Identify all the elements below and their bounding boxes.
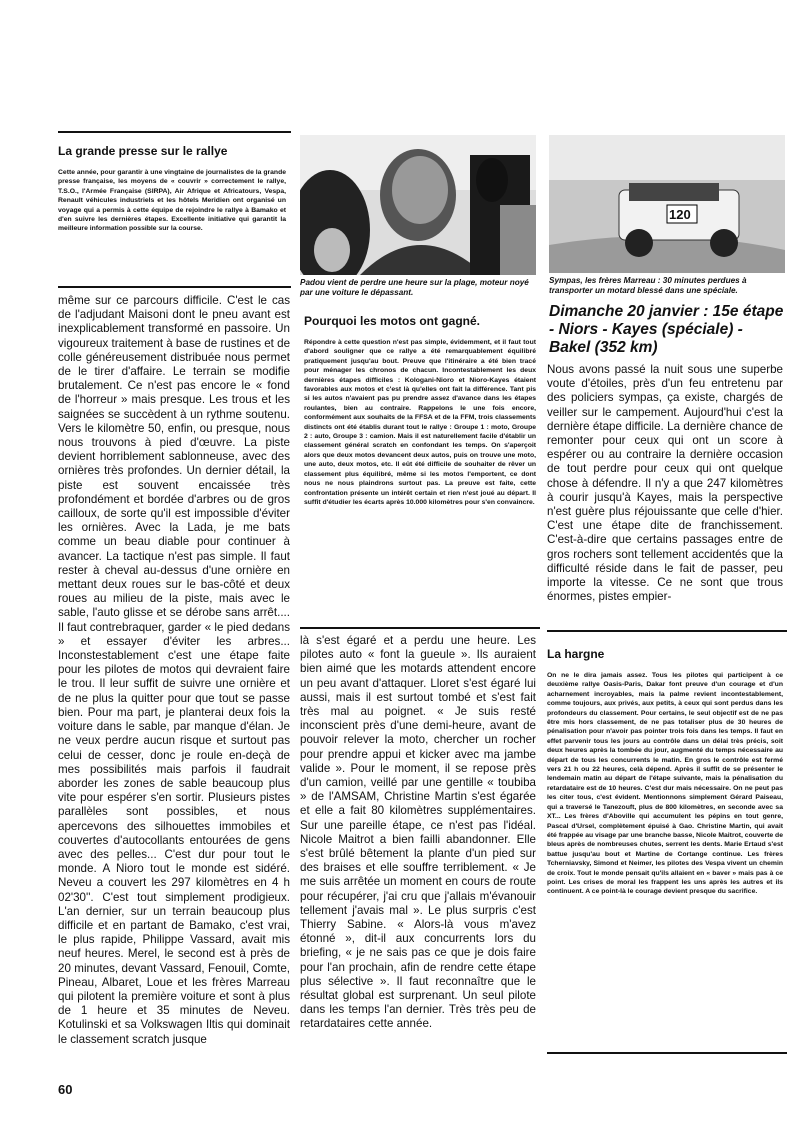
col3-bottom-rule — [547, 1052, 787, 1054]
stage-title: Dimanche 20 janvier : 15e étape - Niors - Kayes (spéciale) - Bakel (352 km) — [549, 303, 784, 356]
col3-body-text: Nous avons passé la nuit sous une superbe voute d'étoiles, près d'un feu entretenu par des policiers sympas, ça existe, chargés de veiller sur le campement. Aujourd'hui c'est la dernière étape difficile. La dernière chance de remonter pour ceux qui ont un score à espérer ou au contraire la dernière occasion de tout perdre pour ceux qui ont quelque chose à défendre. Il n'y a que 247 kilomètres à courir jusqu'à Kayes, mais la perspective n'est guère plus réjouissante que celle d'hier. C'est une étape dite de franchissement. C'est-à-dire que certains passages entre de gros rochers sont tellement accidentés que la difficulté réside dans le fait de passer, peu importe la vitesse. Ce ne sont que trous énormes, pistes empier- — [547, 363, 783, 604]
heading-hargne: La hargne — [547, 647, 605, 661]
photo-marreau-image — [549, 135, 785, 273]
caption-padou: Padou vient de perdre une heure sur la plage, moteur noyé par une voiture le dépassant. — [300, 278, 529, 297]
heading-grande-presse: La grande presse sur le rallye — [58, 144, 228, 158]
caption-marreau: Sympas, les frères Marreau : 30 minutes perdues à transporter un motard blessé dans une spéciale. — [549, 276, 747, 295]
grande-presse-intro: Cette année, pour garantir à une vingtaine de journalistes de la grande presse française, les moyens de « couvrir » correctement le rallye, T.S.O., l'Armée Française (SIRPA), Air Afrique et Africatours, Vespa, Renault véhicules industriels et les hôtels Meridien ont organisé un voyage qui a permis à cette équipe de rejoindre le rallye à Bamako et d'en suivre les dernières étapes. Excellente initiative qui garantit la meilleure information possible sur la course. — [58, 169, 286, 233]
col1-body-text: même sur ce parcours difficile. C'est le cas de l'adjudant Maisoni dont le pneu avant est inexplicablement transformé en passoire. Un vigoureux traitement à base de rustines et de colle généreusement distribuée nous permet de le tirer d'affaire. Le terrain se modifie brutalement. Ce n'est pas encore le « fond de l'horreur » mais presque. Les trous et les saignées se succèdent à un rythme soutenu. Vers le kilomètre 50, enfin, ou presque, nous nous trouvons à pied d'œuvre. La piste devient horriblement sablonneuse, avec des ornières très profondes. Un dernier détail, la piste est souvent encaissée très profondément et bordée d'arbres ou de gros cailloux, de sorte qu'il est impossible d'éviter les ornières. Avec la Lada, je me bats comme un beau diable pour continuer à avancer. La tactique n'est pas simple. Il faut rester à cheval au-dessus d'une ornière en mettant deux roues sur le bas-côté et deux roues au milieu de la piste, mais avec le sable, l'auto glisse et se dérobe sans arrêt.... Il faut contrebraquer, garder « le pied dedans » et essayer d'éviter les arbres... Inconstestablement c'est une étape faite pour les pilotes de motos qui devraient faire le trou. Il leur suffit de suivre une ornière et de ne plus la quitter pour que tout se passe bien. Pour ma part, je planterai deux fois la voiture dans le sable, par manque d'élan. Je ne veux perdre aucun risque et surtout pas celui de cesser, donc je roule en-deçà de mes possibilités mais parfois il faudrait aborder les zones de sable beaucoup plus vite pour espérer s'en sortir. Plusieurs pistes parallèles sont possibles, et nous apercevons des silhouettes immobiles et couvertes d'autocollants entourées de gens avec des pelles... C'est dur pour tout le monde. A Nioro tout le monde est sidéré. Neveu a couvert les 297 kilomètres en 4 h 02'30''. C'est tout simplement prodigieux. L'an dernier, sur un terrain beaucoup plus difficile et en partant de Bamako, c'est vrai, le plus rapide, Philippe Vassard, avait mis neuf heures. Merel, le second est à près de 20 minutes, devant Vassard, Fenouil, Comte, Pineau, Albaret, Loue et les frères Marreau qui pilotent la première voiture et sont à plus de 1 heure et 35 minutes de Neveu. Kotulinski et sa Volkswagen Iltis qui dominait le classement scratch jusque — [58, 294, 290, 1046]
col1-top-rule — [58, 131, 291, 133]
hargne-text: On ne le dira jamais assez. Tous les pilotes qui participent à ce deuxième rallye Oasis-Paris, Dakar font preuve d'un courage et d'un acharnement incroyables, mais la palme revient incontestablement, comme toujours, aux privés, aux petits, à ceux qui sont perdus dans les profondeurs du classement. Pour certains, le seul objectif est de ne pas être mis hors classement, de ne pas totaliser plus de 30 heures de pénalisation pour n'avoir pas pointer trois fois dans les temps. Il faut en effet parvenir tous les jours au contrôle dans un délai très précis, soit deux heures après la tombée du jour, augmenté du temps nécessaire au départ de tous les concurrents le matin. En gros le contrôle est fermé vers 21 h ou 22 heures, celà dépend. Après il suffit de se présenter le lendemain matin au départ de l'étape suivante, mais la pénalisation du retardataire est de 10 heures. C'est dur mais nécessaire. On ne peut pas les citer tous, c'est évident. Mentionnons simplement Gérard Paiseau, qui a traversé le Tanezouft, plus de 800 kilomètres, en seconde avec sa XT... Les frères d'Aboville qui accumulent les pépins en tout genre, Pascal d'Ursel, complètement épuisé à Gao. Christine Martin, qui avait été frappée au visage par une branche basse, Nicole Maitrot, couverte de bleus après de nombreuses chutes, serrent les dents. Marie Ertaud s'est battue jusqu'au bout et Martine de Cortange continue. Les frères Tcherniavsky, Simond et Neimer, les pilotes des Vespa vivent un chemin de croix. Tout le monde pensait qu'ils allaient en « baver » mais pas à ce point. Les crises de moral les frappent les uns après les autres et ils continuent. A ce point-là le courage devient presque du sacrifice. — [547, 672, 783, 896]
col2-mid-rule — [300, 627, 540, 629]
car-number-plate: 120 — [669, 207, 691, 222]
page-number: 60 — [58, 1082, 73, 1097]
col3-mid-rule — [547, 630, 787, 632]
motos-intro: Répondre à cette question n'est pas simple, évidemment, et il faut tout d'abord souligner que ce rallye a été remarquablement équilibré pratiquement jusqu'au bout. Preuve que l'itinéraire a été bien tracé pour ménager les chronos de chacun. Incontestablement les deux dernières étapes difficiles : Kologani-Nioro et Nioro-Kayes étaient favorables aux motos et c'est là qu'elles ont fait la différence. Tant pis si les autos n'avaient pas pu prendre assez d'avance dans les étapes roulantes, bien au contraire. Rappelons le une fois encore, conformément aux souhaits de la FFSA et de la FFM, trois classements distincts ont été établis durant tout le rallye : Groupe 1 : moto, Groupe 2 : auto, Groupe 3 : camion. Mais il est naturellement facile d'établir un classement général scratch en confondant les temps. On s'aperçoit alors que deux motos devancent deux autos, puis on trouve une moto, une auto, deux motos, etc. Il eût été difficile de souhaiter de rêver un classement plus équilibré, même si les motos l'emportent, ce dont nous ne nous plaindrons surtout pas. La preuve est faite, cette confrontation présente un intérêt certain et rien n'est joué au départ. Il suffit d'étudier les écarts après 10.000 kilomètres pour s'en convaincre. — [304, 339, 536, 506]
heading-motos: Pourquoi les motos ont gagné. — [304, 314, 481, 328]
col2-body-text: là s'est égaré et a perdu une heure. Les pilotes auto « font la gueule ». Ils auraient bien aimé que les motards attendent encore un peu avant d'attaquer. Lloret s'est égaré lui aussi, mais il est surtout tombé et s'est fait très mal au poignet. « Je suis resté inconscient près d'une demi-heure, avant de pouvoir relever la moto, chercher un rocher pour prendre appui et kicker avec ma jambe valide ». Pour le moment, il se repose près d'un camion, veillé par une gentille « toubiba » de l'AMSAM, Christine Martin s'est égarée et elle a fait 80 kilomètres supplémentaires. Sur une pareille étape, ce n'est pas l'idéal. Nicole Maitrot a bien failli abandonner. Elle s'est brûlé bêtement la plante d'un pied sur des braises et elle souffre terriblement. « Je me suis arrêtée un moment en cours de route pour récupérer, j'ai cru que j'allais m'évanouir tellement j'avais mal ». Le plus surpris c'est Thierry Sabine. « Alors-là vous m'avez étonné », dit-il aux concurrents lors du briefing, « je ne sais pas ce que je dois faire pour l'an prochain, afin de rendre cette étape plus sélective ». Il faut reconnaître que le résultat global est surprenant. Un seul pilote dans les temps l'an dernier. Très très peu de retardataires cette année. — [300, 634, 536, 1031]
photo-marreau — [549, 135, 785, 273]
photo-padou-image — [300, 135, 536, 275]
photo-padou — [300, 135, 536, 275]
col1-mid-rule — [58, 286, 291, 288]
